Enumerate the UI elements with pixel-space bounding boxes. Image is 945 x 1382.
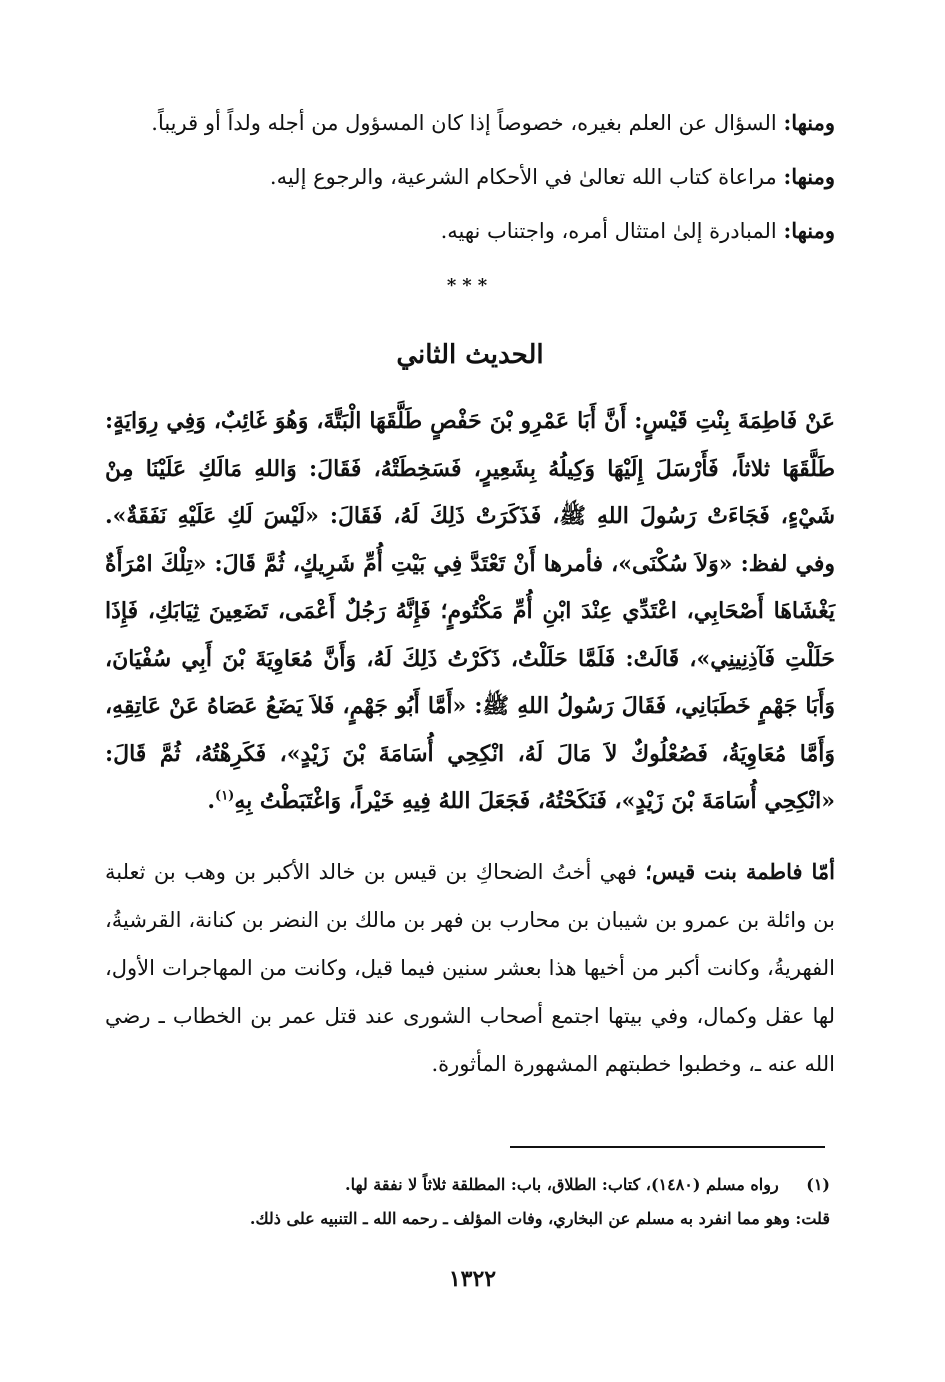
page-body: [105, 96, 835, 1088]
commentary-text: فهي أختُ الضحاكِ بن قيس بن خالد الأكبر بن وهب بن ثعلبة بن وائلة بن عمرو بن شيبان بن محارب بن فهر بن مالك بن النضر بن كنانة، القرشيةُ، الفهريةُ، وكانت أكبر من أخيها هذا بعشر سنين فيما قيل، وكانت من المهاجرات الأول، لها عقل وكمال، وفي بيتها اجتمع أصحاب الشورى عند قتل عمر بن الخطاب ـ رضي الله عنه ـ، وخطبوا خطبتهم المشهورة المأثورة.: [105, 859, 835, 1076]
intro-point-1: [105, 96, 835, 150]
footnote-number: (١): [806, 1175, 830, 1194]
section-separator: ***: [446, 275, 494, 296]
intro-label: ومنها:: [783, 218, 835, 243]
commentary-paragraph: [105, 848, 835, 1088]
section-title: الحديث الثاني: [396, 340, 544, 370]
footnote-item: [105, 1168, 830, 1202]
hadith-end: .: [207, 788, 216, 814]
intro-point-3: [105, 204, 835, 258]
intro-text: المبادرة إلىٰ امتثال أمره، واجتناب نهيه.: [440, 219, 777, 243]
footnote-text: قلت: وهو مما انفرد به مسلم عن البخاري، وفات المؤلف ـ رحمه الله ـ التنبيه على ذلك.: [249, 1209, 830, 1228]
footnote-item: [105, 1202, 830, 1236]
footnote-reference[interactable]: (١): [215, 788, 235, 804]
footnote-divider: [510, 1146, 825, 1148]
intro-point-2: [105, 150, 835, 204]
intro-label: ومنها:: [783, 164, 835, 189]
intro-text: مراعاة كتاب الله تعالىٰ في الأحكام الشرعية، والرجوع إليه.: [269, 165, 777, 189]
page-number: ١٣٢٢: [448, 1266, 497, 1292]
hadith-text: [105, 398, 835, 826]
commentary-lead: أمّا فاطمة بنت قيس؛: [645, 858, 835, 884]
footnote-text: رواه مسلم (١٤٨٠)، كتاب: الطلاق، باب: المطلقة ثلاثاً لا نفقة لها.: [345, 1175, 779, 1194]
footnotes: [105, 1168, 830, 1236]
intro-text: السؤال عن العلم بغيره، خصوصاً إذا كان المسؤول من أجله ولداً أو قريباً.: [151, 111, 777, 135]
intro-label: ومنها:: [783, 110, 835, 135]
hadith-body: عَنْ فَاطِمَةَ بِنْتِ قَيْسٍ: أَنَّ أَبَا عَمْرِو بْنَ حَفْصٍ طَلَّقَهَا الْبَتَّةَ، وَهُوَ غَائِبٌ، وَفِي رِوَايَةٍ: طَلَّقَهَا ثلاثاً، فَأَرْسَلَ إِلَيْهَا وَكِيلُهُ بِشَعِيرٍ، فَسَخِطَتْهُ، فَقَالَ: وَاللهِ مَالَكِ عَلَيْنَا مِنْ شَيْءٍ، فَجَاءَتْ رَسُولَ اللهِ ﷺ، فَذَكَرَتْ ذَلِكَ لَهُ، فَقَالَ: «لَيْسَ لَكِ عَلَيْهِ نَفَقَةٌ». وفي لفظ: «وَلاَ سُكْنَى»، فأمرها أَنْ تَعْتَدَّ فِي بَيْتِ أُمِّ شَرِيكٍ، ثُمَّ قَالَ: «تِلْكَ امْرَأَةٌ يَغْشَاهَا أَصْحَابِي، اعْتَدِّي عِنْدَ ابْنِ أُمِّ مَكْتُومٍ؛ فَإِنَّهُ رَجُلٌ أَعْمَى، تَضَعِينَ ثِيَابَكِ، فَإِذَا حَلَلْتِ فَآذِنِينِي»، قَالَتْ: فَلَمَّا حَلَلْتُ، ذَكَرْتُ ذَلِكَ لَهُ، وَأَنَّ مُعَاوِيَةَ بْنَ أَبِي سُفْيَانَ، وَأَبَا جَهْمٍ خَطَبَانِي، فَقَالَ رَسُولُ اللهِ ﷺ: «أَمَّا أَبُو جَهْمٍ، فَلاَ يَضَعُ عَصَاهُ عَنْ عَاتِقِهِ، وَأَمَّا مُعَاوِيَةُ، فَصُعْلُوكٌ لاَ مَالَ لَهُ، انْكِحِي أُسَامَةَ بْنَ زَيْدٍ»، فَكَرِهْتُهُ، ثُمَّ قَالَ: «انْكِحِي أُسَامَةَ بْنَ زَيْدٍ»، فَنَكَحْتُهُ، فَجَعَلَ اللهُ فِيهِ خَيْراً، وَاغْتَبَطْتُ بِهِ: [105, 408, 835, 814]
